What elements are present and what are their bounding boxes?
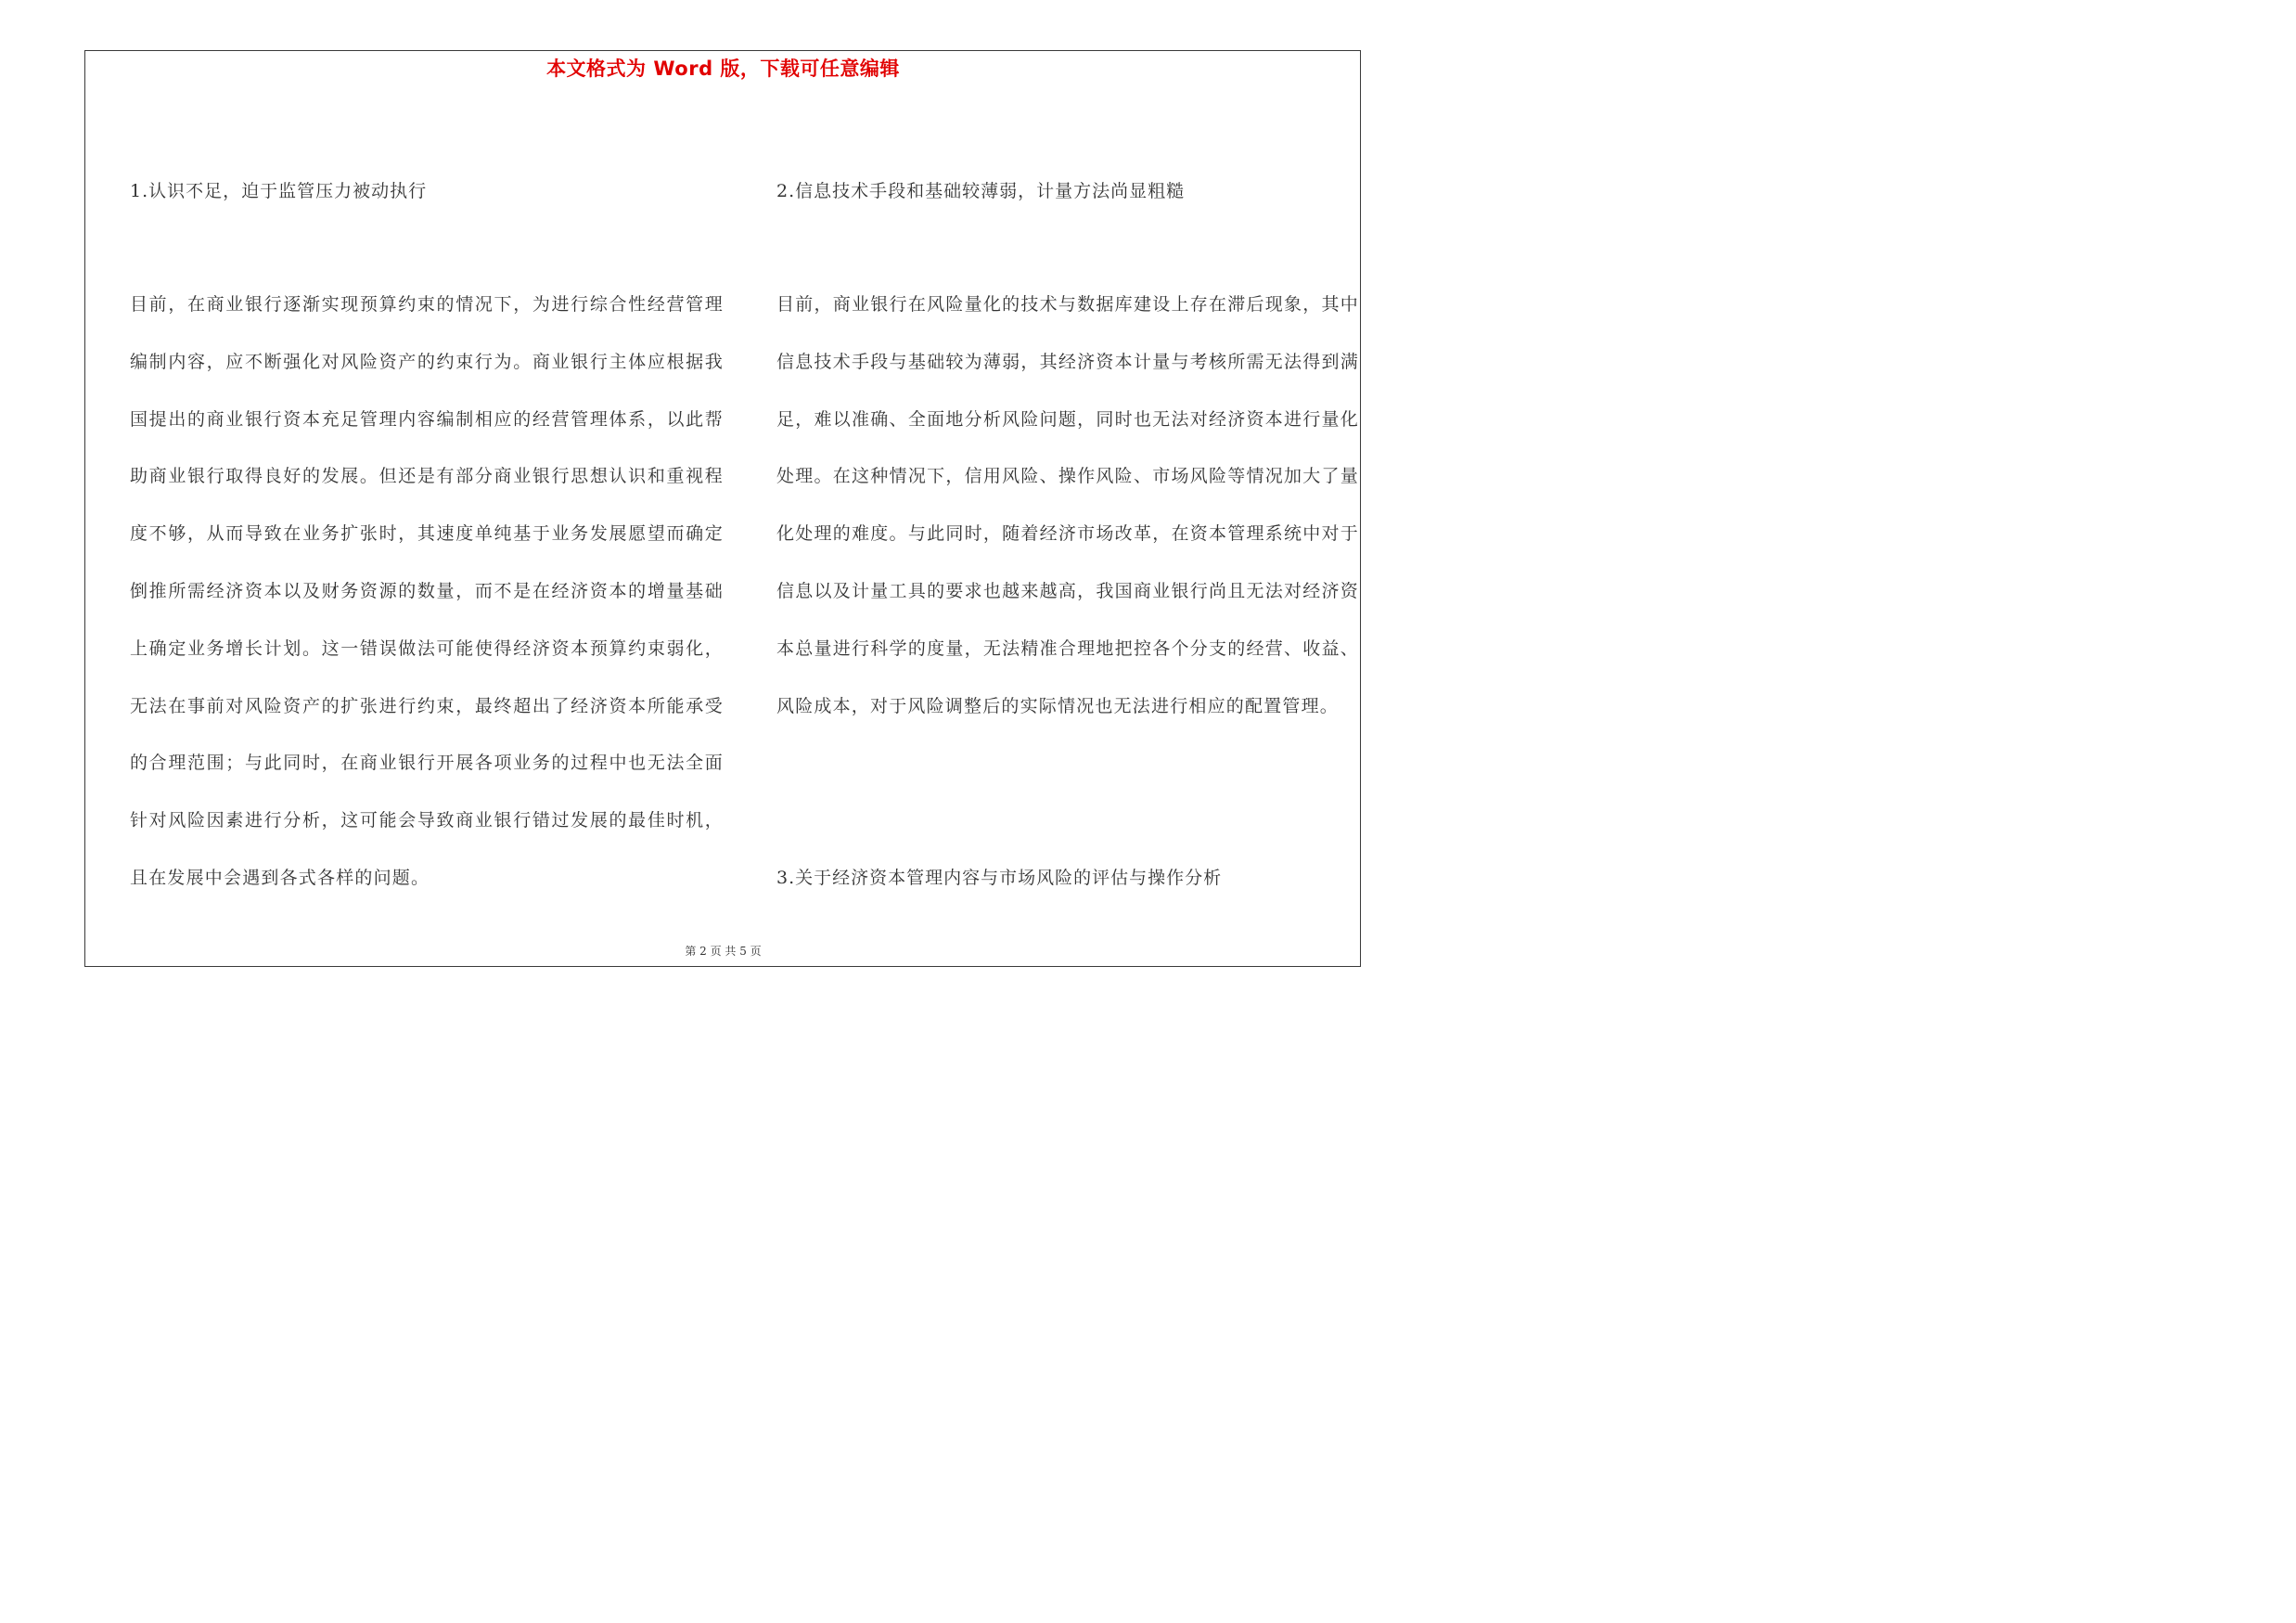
section-heading-1: 1.认识不足，迫于监管压力被动执行 xyxy=(130,181,428,201)
page-number: 第 2 页 共 5 页 xyxy=(685,945,762,958)
word-format-banner: 本文格式为 Word 版，下载可任意编辑 xyxy=(546,58,900,80)
right-column xyxy=(776,176,1359,888)
section-heading-3: 3.关于经济资本管理内容与市场风险的评估与操作分析 xyxy=(776,868,1223,888)
section-paragraph-1: 目前，在商业银行逐渐实现预算约束的情况下，为进行综合性经营管理编制内容，应不断强化对风险资产的约束行为。商业银行主体应根据我国提出的商业银行资本充足管理内容编制相应的经营管理体系，以此帮助商业银行取得良好的发展。但还是有部分商业银行思想认识和重视程度不够，从而导致在业务扩张时，其速度单纯基于业务发展愿望而确定倒推所需经济资本以及财务资源的数量，而不是在经济资本的增量基础上确定业务增长计划。这一错误做法可能使得经济资本预算约束弱化，无法在事前对风险资产的扩张进行约束，最终超出了经济资本所能承受的合理范围；与此同时，在商业银行开展各项业务的过程中也无法全面针对风险因素进行分析，这可能会导致商业银行错过发展的最佳时机，且在发展中会遇到各式各样的问题。 xyxy=(130,294,724,888)
section-heading-2: 2.信息技术手段和基础较薄弱，计量方法尚显粗糙 xyxy=(776,181,1186,201)
left-column xyxy=(130,176,724,888)
section-paragraph-2: 目前，商业银行在风险量化的技术与数据库建设上存在滞后现象，其中信息技术手段与基础较为薄弱，其经济资本计量与考核所需无法得到满足，难以准确、全面地分析风险问题，同时也无法对经济资本进行量化处理。在这种情况下，信用风险、操作风险、市场风险等情况加大了量化处理的难度。与此同时，随着经济市场改革，在资本管理系统中对于信息以及计量工具的要求也越来越高，我国商业银行尚且无法对经济资本总量进行科学的度量，无法精准合理地把控各个分支的经营、收益、风险成本，对于风险调整后的实际情况也无法进行相应的配置管理。 xyxy=(776,294,1359,716)
